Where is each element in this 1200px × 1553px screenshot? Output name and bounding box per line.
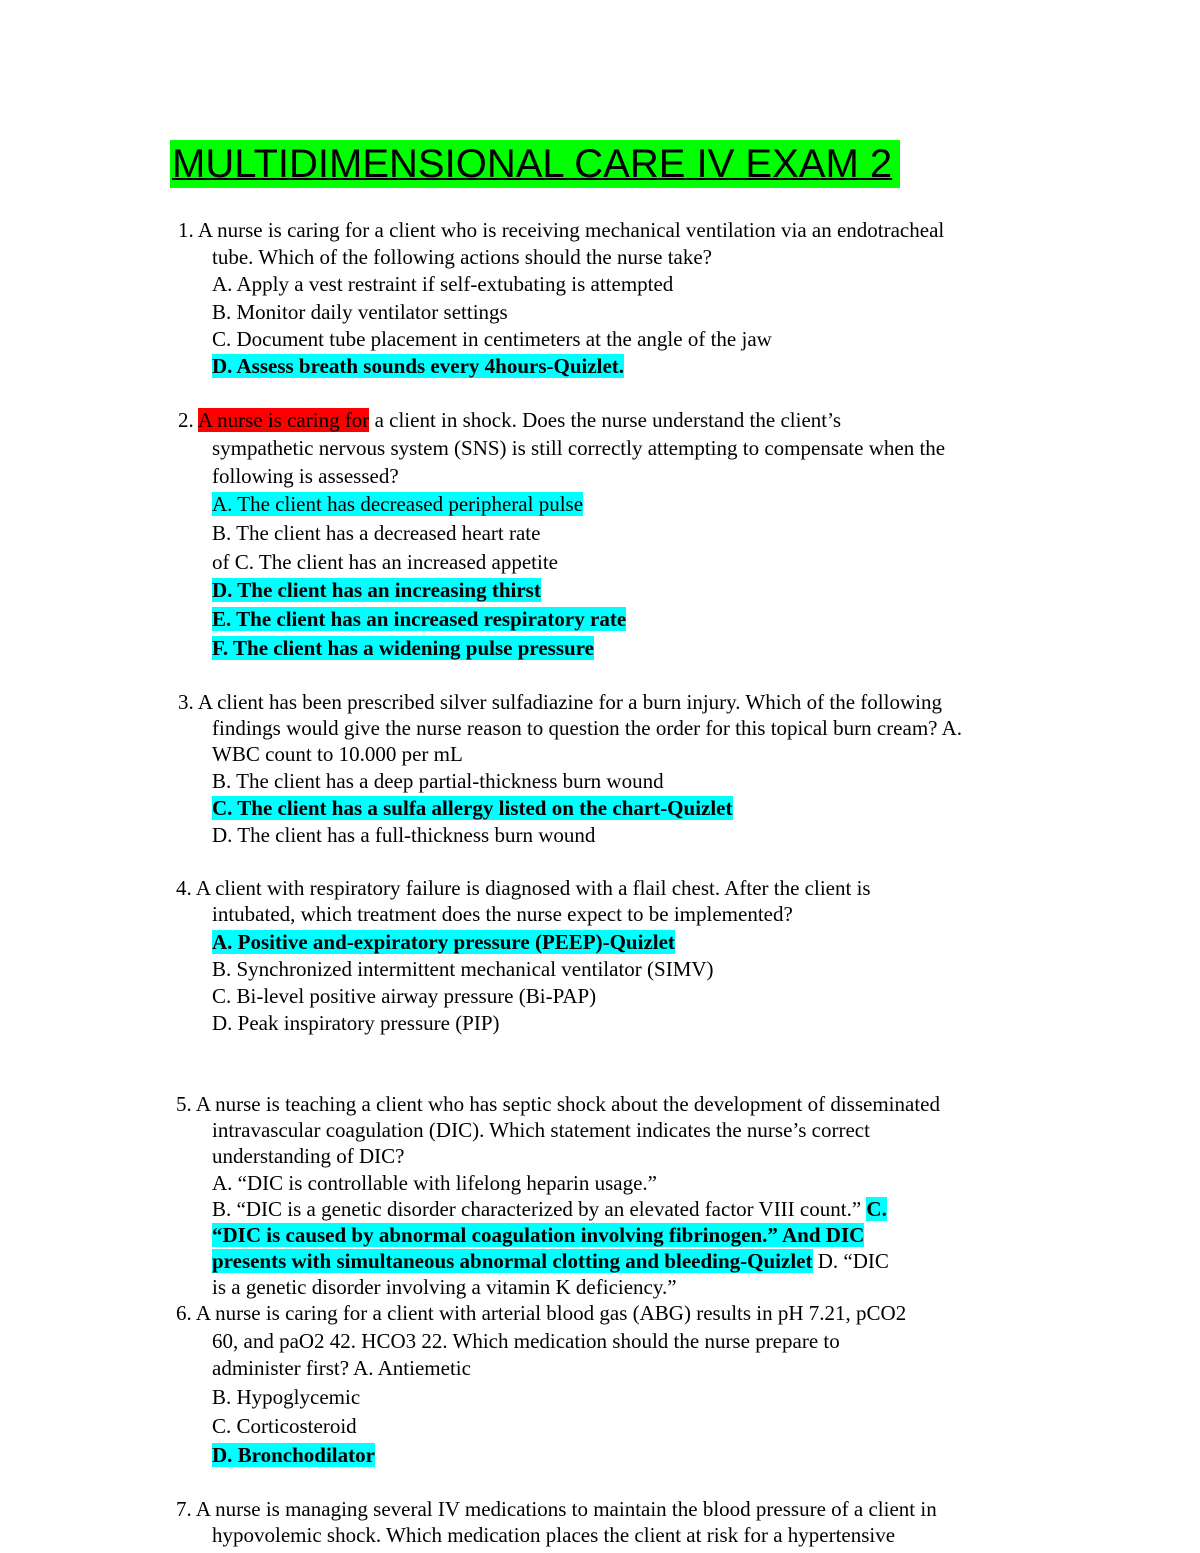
question-5-option-d-start: D. “DIC bbox=[812, 1249, 889, 1273]
question-5-line-3: understanding of DIC? bbox=[212, 1144, 405, 1168]
question-6-text: A nurse is caring for a client with arterial blood gas (ABG) results in pH 7.21, pCO2 bbox=[195, 1301, 907, 1325]
question-2-line-2: sympathetic nervous system (SNS) is still correctly attempting to compensate when the bbox=[212, 436, 946, 460]
question-5-number: 5. bbox=[176, 1092, 192, 1116]
question-7-line-2: hypovolemic shock. Which medication places the client at risk for a hypertensive bbox=[212, 1523, 896, 1547]
question-5-text: A nurse is teaching a client who has septic shock about the development of disseminated bbox=[195, 1092, 940, 1116]
question-2-answer-f bbox=[212, 635, 594, 661]
question-2-line-3: following is assessed? bbox=[212, 464, 399, 488]
question-2-text: a client in shock. Does the nurse understand the client’s bbox=[369, 408, 842, 432]
question-5-line-1 bbox=[176, 1091, 940, 1117]
question-3-line-3: WBC count to 10.000 per mL bbox=[212, 742, 463, 766]
question-5-option-c: “DIC is caused by abnormal coagulation involving fibrinogen.” And DIC bbox=[212, 1223, 865, 1247]
question-5-option-a: A. “DIC is controllable with lifelong heparin usage.” bbox=[212, 1171, 657, 1195]
question-2-answer-e bbox=[212, 606, 626, 632]
question-5-line-option-b bbox=[212, 1196, 887, 1222]
question-4-line-2: intubated, which treatment does the nurse expect to be implemented? bbox=[212, 902, 793, 926]
question-3-text: A client has been prescribed silver sulfadiazine for a burn injury. Which of the following bbox=[197, 690, 942, 714]
question-3-answer-c bbox=[212, 795, 733, 821]
question-1-text: A nurse is caring for a client who is receiving mechanical ventilation via an endotracheal bbox=[197, 218, 945, 242]
question-2-line-1 bbox=[178, 407, 841, 433]
question-2-red-highlight: A nurse is caring for bbox=[197, 408, 370, 432]
question-1-line-2: tube. Which of the following actions should the nurse take? bbox=[212, 245, 712, 269]
question-3-option-b: B. The client has a deep partial-thickness burn wound bbox=[212, 769, 664, 793]
question-4-answer-a bbox=[212, 929, 675, 955]
question-2-option-f: F. The client has a widening pulse pressure bbox=[212, 636, 594, 660]
question-3-option-c: C. The client has a sulfa allergy listed on the chart-Quizlet bbox=[212, 796, 733, 820]
question-2-option-c: of C. The client has an increased appetite bbox=[212, 550, 558, 574]
question-5-line-2: intravascular coagulation (DIC). Which statement indicates the nurse’s correct bbox=[212, 1118, 870, 1142]
question-5-option-d: is a genetic disorder involving a vitamin K deficiency.” bbox=[212, 1275, 677, 1299]
question-6-number: 6. bbox=[176, 1301, 192, 1325]
question-6-option-b: B. Hypoglycemic bbox=[212, 1385, 361, 1409]
question-2-option-b: B. The client has a decreased heart rate bbox=[212, 521, 541, 545]
question-6-answer-d bbox=[212, 1442, 375, 1468]
question-6-line-3: administer first? A. Antiemetic bbox=[212, 1356, 471, 1380]
question-4-option-c: C. Bi-level positive airway pressure (Bi-PAP) bbox=[212, 984, 597, 1008]
question-1-number: 1. bbox=[178, 218, 194, 242]
question-2-answer-a bbox=[212, 491, 583, 517]
question-2-number: 2. bbox=[178, 408, 194, 432]
question-4-line-1 bbox=[176, 875, 871, 901]
question-2-option-d: D. The client has an increasing thirst bbox=[212, 578, 541, 602]
question-5-option-c-end: presents with simultaneous abnormal clotting and bleeding-Quizlet bbox=[212, 1249, 813, 1273]
question-1-answer bbox=[212, 353, 624, 379]
question-5-option-c-start: C. bbox=[866, 1197, 887, 1221]
question-1-option-a: A. Apply a vest restraint if self-extubating is attempted bbox=[212, 272, 674, 296]
question-3-line-1 bbox=[178, 689, 942, 715]
question-4-option-b: B. Synchronized intermittent mechanical ventilator (SIMV) bbox=[212, 957, 714, 981]
question-3-line-2: findings would give the nurse reason to question the order for this topical burn cream? A. bbox=[212, 716, 962, 740]
question-6-line-1 bbox=[176, 1300, 906, 1326]
question-4-option-a: A. Positive and-expiratory pressure (PEEP)-Quizlet bbox=[212, 930, 675, 954]
question-3-number: 3. bbox=[178, 690, 194, 714]
document-title: MULTIDIMENSIONAL CARE IV EXAM 2 bbox=[170, 140, 900, 188]
question-6-option-c: C. Corticosteroid bbox=[212, 1414, 357, 1438]
question-6-option-d: D. Bronchodilator bbox=[212, 1443, 375, 1467]
question-7-number: 7. bbox=[176, 1497, 192, 1521]
question-4-option-d: D. Peak inspiratory pressure (PIP) bbox=[212, 1011, 500, 1035]
question-2-option-a: A. The client has decreased peripheral pulse bbox=[212, 492, 584, 516]
question-1-option-d: D. Assess breath sounds every 4hours-Quizlet. bbox=[212, 354, 625, 378]
question-5-answer-c-cont bbox=[212, 1248, 889, 1274]
question-6-line-2: 60, and paO2 42. HCO3 22. Which medication should the nurse prepare to bbox=[212, 1329, 840, 1353]
question-1-option-b: B. Monitor daily ventilator settings bbox=[212, 300, 508, 324]
question-3-option-d: D. The client has a full-thickness burn wound bbox=[212, 823, 596, 847]
question-2-answer-d bbox=[212, 577, 541, 603]
question-4-text: A client with respiratory failure is diagnosed with a flail chest. After the client is bbox=[195, 876, 871, 900]
question-7-text: A nurse is managing several IV medications to maintain the blood pressure of a client in bbox=[195, 1497, 937, 1521]
question-4-number: 4. bbox=[176, 876, 192, 900]
question-5-option-b: B. “DIC is a genetic disorder characterized by an elevated factor VIII count.” bbox=[212, 1197, 867, 1221]
question-2-option-e: E. The client has an increased respiratory rate bbox=[212, 607, 627, 631]
question-1-line-1 bbox=[178, 217, 944, 243]
question-5-answer-c bbox=[212, 1222, 864, 1248]
question-1-option-c: C. Document tube placement in centimeters at the angle of the jaw bbox=[212, 327, 772, 351]
question-7-line-1 bbox=[176, 1496, 937, 1522]
